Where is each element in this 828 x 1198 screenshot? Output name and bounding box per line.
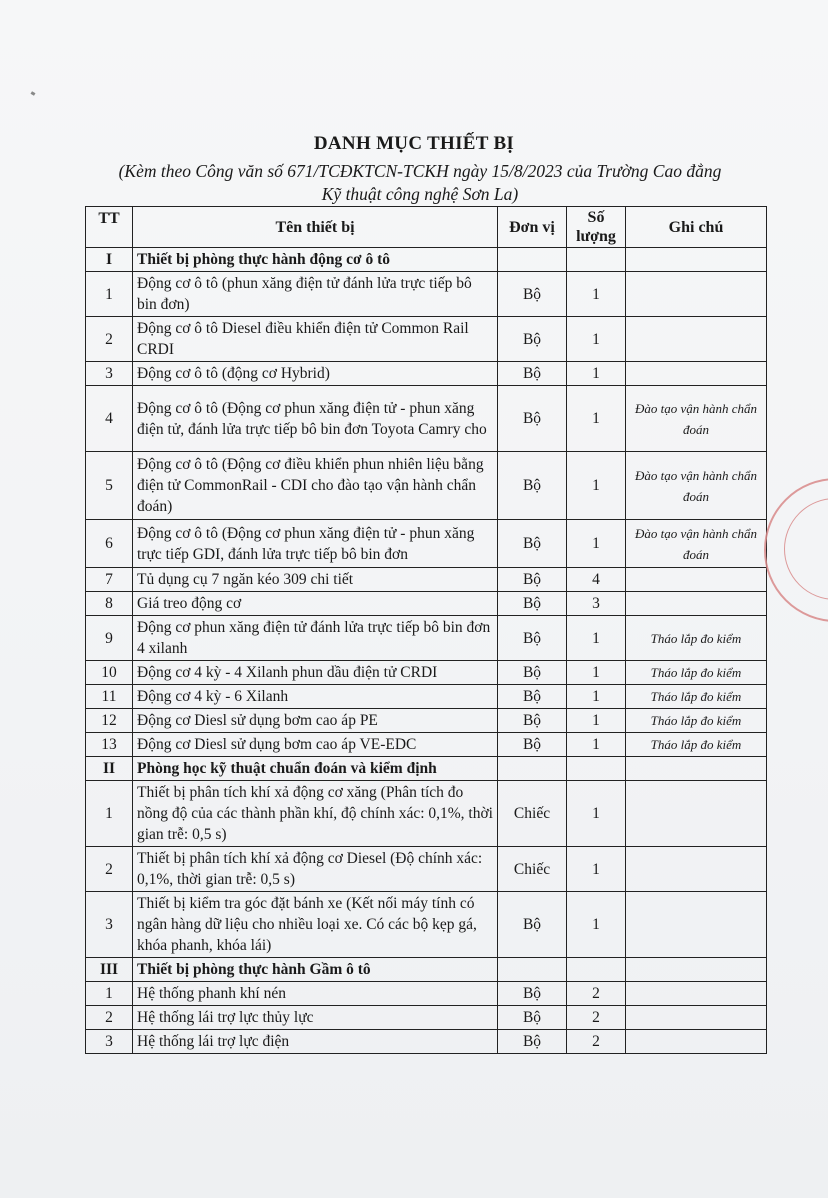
cell-qty: 1 [567,709,626,733]
cell-tt: 2 [86,1006,133,1030]
cell-note [626,1006,767,1030]
cell-unit: Bộ [498,386,567,452]
cell-tt: 3 [86,892,133,958]
table-row [86,272,767,317]
cell-note [626,272,767,317]
cell-tt: 12 [86,709,133,733]
cell-qty: 1 [567,847,626,892]
cell-unit: Bộ [498,616,567,661]
cell-tt: I [86,248,133,272]
cell-tt: 1 [86,272,133,317]
header-qty: Số lượng [567,207,626,248]
table-row [86,733,767,757]
cell-tt: 2 [86,317,133,362]
table-row [86,1006,767,1030]
cell-name: Động cơ ô tô Diesel điều khiển điện tử Common Rail CRDI [133,317,498,362]
cell-name: Giá treo động cơ [133,592,498,616]
cell-name: Phòng học kỹ thuật chuẩn đoán và kiểm định [133,757,498,781]
cell-unit: Bộ [498,362,567,386]
cell-note: Tháo lắp đo kiểm [626,709,767,733]
cell-qty: 2 [567,1030,626,1054]
cell-unit: Chiếc [498,847,567,892]
cell-tt: 2 [86,847,133,892]
cell-note [626,781,767,847]
cell-name: Động cơ 4 kỳ - 6 Xilanh [133,685,498,709]
cell-qty [567,958,626,982]
cell-qty [567,757,626,781]
cell-name: Hệ thống lái trợ lực thủy lực [133,1006,498,1030]
cell-unit: Bộ [498,1006,567,1030]
table-row [86,982,767,1006]
cell-name: Động cơ ô tô (Động cơ phun xăng điện tử - phun xăng điện tử, đánh lửa trực tiếp bô bin đơn Toyota Camry cho [133,386,498,452]
cell-note: Tháo lắp đo kiểm [626,616,767,661]
cell-name: Hệ thống phanh khí nén [133,982,498,1006]
ink-speck [31,91,36,96]
cell-tt: 4 [86,386,133,452]
cell-name: Động cơ ô tô (phun xăng điện tử đánh lửa trực tiếp bô bin đơn) [133,272,498,317]
cell-tt: 10 [86,661,133,685]
cell-qty: 1 [567,452,626,520]
table-row [86,709,767,733]
cell-name: Tủ dụng cụ 7 ngăn kéo 309 chi tiết [133,568,498,592]
seal-inner-ring [784,498,828,600]
cell-unit: Bộ [498,520,567,568]
cell-note: Đào tạo vận hành chẩn đoán [626,452,767,520]
cell-tt: 13 [86,733,133,757]
cell-unit: Bộ [498,661,567,685]
cell-qty: 1 [567,661,626,685]
cell-unit: Bộ [498,685,567,709]
cell-qty: 2 [567,982,626,1006]
cell-name: Thiết bị phòng thực hành động cơ ô tô [133,248,498,272]
cell-name: Động cơ phun xăng điện tử đánh lửa trực tiếp bô bin đơn 4 xilanh [133,616,498,661]
cell-qty: 1 [567,386,626,452]
subtitle-line-1: (Kèm theo Công văn số 671/TCĐKTCN-TCKH ngày 15/8/2023 của Trường Cao đẳng [118,161,722,181]
cell-tt: 6 [86,520,133,568]
table-row [86,616,767,661]
cell-tt: 1 [86,781,133,847]
table-body [86,248,767,1054]
cell-tt: 11 [86,685,133,709]
cell-unit: Bộ [498,272,567,317]
table-row [86,317,767,362]
cell-qty: 3 [567,592,626,616]
header-name: Tên thiết bị [133,207,498,248]
cell-note [626,592,767,616]
cell-note [626,847,767,892]
table-row [86,386,767,452]
table-row [86,892,767,958]
cell-note: Tháo lắp đo kiểm [626,661,767,685]
cell-qty [567,248,626,272]
cell-qty: 1 [567,685,626,709]
cell-name: Hệ thống lái trợ lực điện [133,1030,498,1054]
cell-unit: Bộ [498,892,567,958]
cell-qty: 1 [567,616,626,661]
cell-tt: 8 [86,592,133,616]
table-row [86,452,767,520]
cell-note [626,317,767,362]
cell-qty: 1 [567,892,626,958]
cell-unit [498,248,567,272]
cell-unit: Bộ [498,982,567,1006]
cell-qty: 4 [567,568,626,592]
cell-name: Động cơ ô tô (Động cơ điều khiển phun nhiên liệu bằng điện tử CommonRail - CDI cho đào tạo vận hành chẩn đoán) [133,452,498,520]
cell-note [626,892,767,958]
subtitle-line-2: Kỹ thuật công nghệ Sơn La) [321,184,519,204]
official-seal [764,478,828,622]
cell-note: Đào tạo vận hành chẩn đoán [626,520,767,568]
table-header-row [86,207,767,248]
table-row [86,568,767,592]
header-tt: TT [86,207,133,248]
equipment-table [85,206,767,1054]
cell-note [626,568,767,592]
cell-note [626,982,767,1006]
cell-tt: 1 [86,982,133,1006]
cell-unit: Bộ [498,733,567,757]
cell-unit: Bộ [498,452,567,520]
header-note: Ghi chú [626,207,767,248]
section-row [86,757,767,781]
cell-unit [498,958,567,982]
table-row [86,847,767,892]
cell-name: Thiết bị phân tích khí xả động cơ xăng (Phân tích đo nồng độ của các thành phần khí, độ chính xác: 0,1%, thời gian trễ: 0,5 s) [133,781,498,847]
table-row [86,781,767,847]
cell-unit: Bộ [498,592,567,616]
cell-qty: 1 [567,733,626,757]
cell-name: Động cơ 4 kỳ - 4 Xilanh phun dầu điện tử CRDI [133,661,498,685]
table-row [86,520,767,568]
cell-tt: III [86,958,133,982]
header-unit: Đơn vị [498,207,567,248]
cell-unit: Bộ [498,317,567,362]
cell-tt: 5 [86,452,133,520]
cell-qty: 1 [567,520,626,568]
cell-tt: 3 [86,1030,133,1054]
cell-qty: 2 [567,1006,626,1030]
cell-note [626,362,767,386]
cell-tt: 7 [86,568,133,592]
cell-name: Động cơ Diesl sử dụng bơm cao áp PE [133,709,498,733]
cell-unit: Bộ [498,1030,567,1054]
cell-tt: 9 [86,616,133,661]
cell-name: Thiết bị phân tích khí xả động cơ Diesel (Độ chính xác: 0,1%, thời gian trễ: 0,5 s) [133,847,498,892]
cell-note: Đào tạo vận hành chẩn đoán [626,386,767,452]
cell-name: Động cơ ô tô (Động cơ phun xăng điện tử - phun xăng trực tiếp GDI, đánh lửa trực tiếp bô bin đơn [133,520,498,568]
table-row [86,362,767,386]
cell-name: Thiết bị kiểm tra góc đặt bánh xe (Kết nối máy tính có ngân hàng dữ liệu cho nhiều loại xe. Có các bộ kẹp gá, khóa phanh, khóa lái) [133,892,498,958]
table-row [86,1030,767,1054]
cell-note: Tháo lắp đo kiểm [626,733,767,757]
table-row [86,592,767,616]
cell-qty: 1 [567,272,626,317]
cell-name: Thiết bị phòng thực hành Gầm ô tô [133,958,498,982]
cell-unit: Bộ [498,568,567,592]
section-row [86,958,767,982]
document-subtitle [70,160,770,206]
section-row [86,248,767,272]
cell-qty: 1 [567,317,626,362]
cell-unit: Chiếc [498,781,567,847]
cell-note [626,1030,767,1054]
document-title: DANH MỤC THIẾT BỊ [313,133,515,154]
cell-note [626,958,767,982]
table-row [86,685,767,709]
table-row [86,661,767,685]
cell-qty: 1 [567,362,626,386]
cell-unit: Bộ [498,709,567,733]
cell-unit [498,757,567,781]
cell-note [626,757,767,781]
cell-qty: 1 [567,781,626,847]
cell-note: Tháo lắp đo kiểm [626,685,767,709]
cell-tt: II [86,757,133,781]
cell-note [626,248,767,272]
cell-tt: 3 [86,362,133,386]
cell-name: Động cơ Diesl sử dụng bơm cao áp VE-EDC [133,733,498,757]
cell-name: Động cơ ô tô (động cơ Hybrid) [133,362,498,386]
